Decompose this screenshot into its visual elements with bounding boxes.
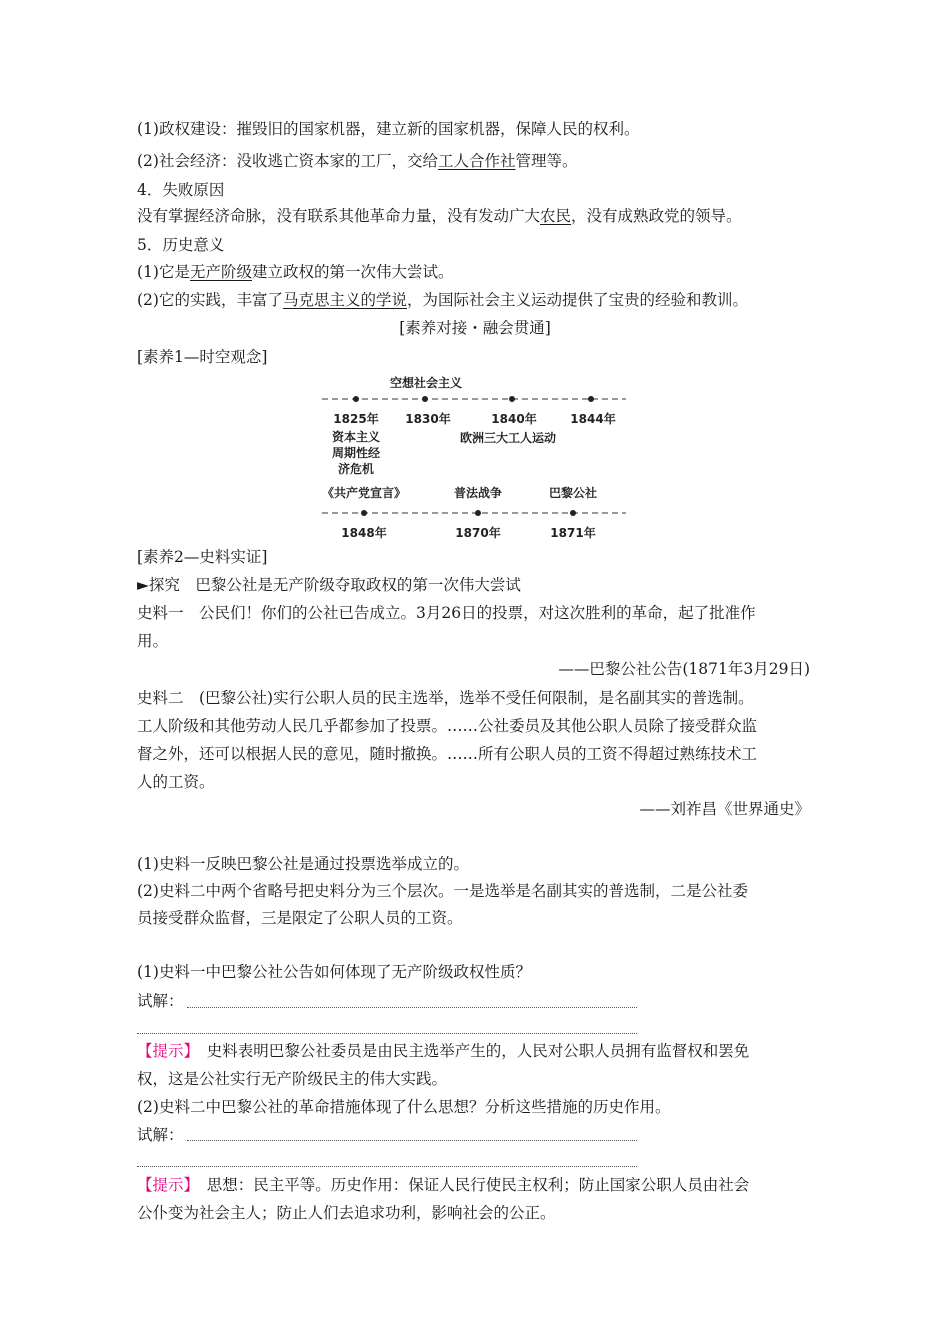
timeline-point (588, 396, 594, 402)
answer-blank-line[interactable] (187, 1007, 637, 1008)
source2-line: 人的工资。 (137, 773, 215, 791)
suyang2-heading: [素养2—史料实证] (137, 548, 268, 566)
question2-hint-cont: 公仆变为社会主人；防止人们去追求功利，影响社会的公正。 (137, 1204, 556, 1222)
year-label: 1870年 (455, 526, 501, 540)
timeline-figure (318, 372, 634, 544)
section3-item2 (137, 150, 578, 172)
suyang1-heading: [素养1—时空观念] (137, 348, 268, 366)
hint-label: 【提示】 (137, 1176, 192, 1194)
text: 没有掌握经济命脉，没有联系其他革命力量，没有发动广大 (137, 207, 541, 225)
source2-line: 督之外，还可以根据人民的意见，随时撤换。……所有公职人员的工资不得超过熟练技术工 (137, 745, 758, 763)
year-label: 1825年 (333, 412, 379, 426)
year-label: 1871年 (550, 526, 596, 540)
crisis-label: 济危机 (337, 462, 375, 476)
section4-text (137, 205, 742, 227)
underlined-answer: 农民 (540, 207, 572, 225)
timeline-point (475, 510, 481, 516)
section-banner: [素养对接・融会贯通] (399, 319, 551, 337)
underlined-answer: 无产阶级 (189, 263, 252, 281)
crisis-label: 周期性经 (331, 446, 381, 460)
year-label: 1830年 (405, 412, 451, 426)
timeline-point (509, 396, 515, 402)
year-label: 1848年 (341, 526, 387, 540)
underlined-answer: 工人合作社 (437, 152, 516, 170)
movement-label: 欧洲三大工人运动 (459, 431, 557, 445)
text: (1)它是 (137, 263, 190, 281)
year-label: 1844年 (570, 412, 616, 426)
section3-item1 (137, 118, 639, 140)
text: ，没有成熟政党的领导。 (571, 207, 742, 225)
section5-item1 (137, 261, 454, 283)
question2-text: (2)史料二中巴黎公社的革命措施体现了什么思想？分析这些措施的历史作用。 (137, 1098, 671, 1116)
source2-attribution: ——刘祚昌《世界通史》 (639, 800, 810, 818)
answer-blank-line[interactable] (137, 1033, 637, 1034)
timeline-point (422, 396, 428, 402)
section4-heading: 4．失败原因 (137, 181, 225, 199)
analysis-line: (1)史料一反映巴黎公社是通过投票选举成立的。 (137, 855, 469, 873)
crisis-label: 资本主义 (331, 430, 381, 444)
text: 思想：民主平等。历史作用：保证人民行使民主权利；防止国家公职人员由社会 (191, 1176, 750, 1194)
event-label: 巴黎公社 (548, 486, 598, 500)
timeline-point (353, 396, 359, 402)
timeline-point (361, 510, 367, 516)
answer-blank-line[interactable] (137, 1166, 637, 1167)
text: 管理等。 (515, 152, 578, 170)
text: (2)它的实践，丰富了 (137, 291, 283, 309)
text: 史料表明巴黎公社委员是由民主选举产生的，人民对公职人员拥有监督权和罢免 (191, 1042, 750, 1060)
year-label: 1840年 (491, 412, 537, 426)
text: (2)社会经济：没收逃亡资本家的工厂，交给 (137, 152, 438, 170)
source1-attribution: ——巴黎公社公告(1871年3月29日) (558, 660, 810, 678)
question1-hint (137, 1040, 749, 1062)
answer-blank-line[interactable] (187, 1140, 637, 1141)
text: (1)政权建设：摧毁旧的国家机器，建立新的国家机器，保障人民的权利。 (137, 120, 640, 138)
source2-line: 史料二 (巴黎公社)实行公职人员的民主选举，选举不受任何限制，是名副其实的普选制。 (137, 689, 754, 707)
section5-item2 (137, 289, 748, 311)
timeline-point (570, 510, 576, 516)
analysis-line: (2)史料二中两个省略号把史料分为三个层次。一是选举是名副其实的普选制，二是公社委 (137, 882, 748, 900)
source2-line: 工人阶级和其他劳动人民几乎都参加了投票。……公社委员及其他公职人员除了接受群众监 (137, 717, 758, 735)
event-label: 《共产党宣言》 (321, 486, 407, 500)
source1-line: 史料一 公民们！你们的公社已告成立。3月26日的投票，对这次胜利的革命，起了批准作 (137, 604, 756, 622)
hint-label: 【提示】 (137, 1042, 192, 1060)
question2-answer-label: 试解： (137, 1126, 184, 1144)
analysis-line: 员接受群众监督，三是限定了公职人员的工资。 (137, 909, 463, 927)
question2-hint (137, 1174, 749, 1196)
text: 建立政权的第一次伟大尝试。 (251, 263, 454, 281)
section5-heading: 5．历史意义 (137, 236, 225, 254)
question1-answer-label: 试解： (137, 992, 184, 1010)
question1-hint-cont: 权，这是公社实行无产阶级民主的伟大实践。 (137, 1070, 448, 1088)
underlined-answer: 马克思主义的学说 (282, 291, 407, 309)
source1-line: 用。 (137, 632, 169, 650)
text: ，为国际社会主义运动提供了宝贵的经验和教训。 (406, 291, 748, 309)
top-label: 空想社会主义 (389, 376, 463, 390)
question1-text: (1)史料一中巴黎公社公告如何体现了无产阶级政权性质？ (137, 963, 531, 981)
explore-heading: ►探究 巴黎公社是无产阶级夺取政权的第一次伟大尝试 (137, 576, 521, 594)
event-label: 普法战争 (453, 486, 503, 500)
